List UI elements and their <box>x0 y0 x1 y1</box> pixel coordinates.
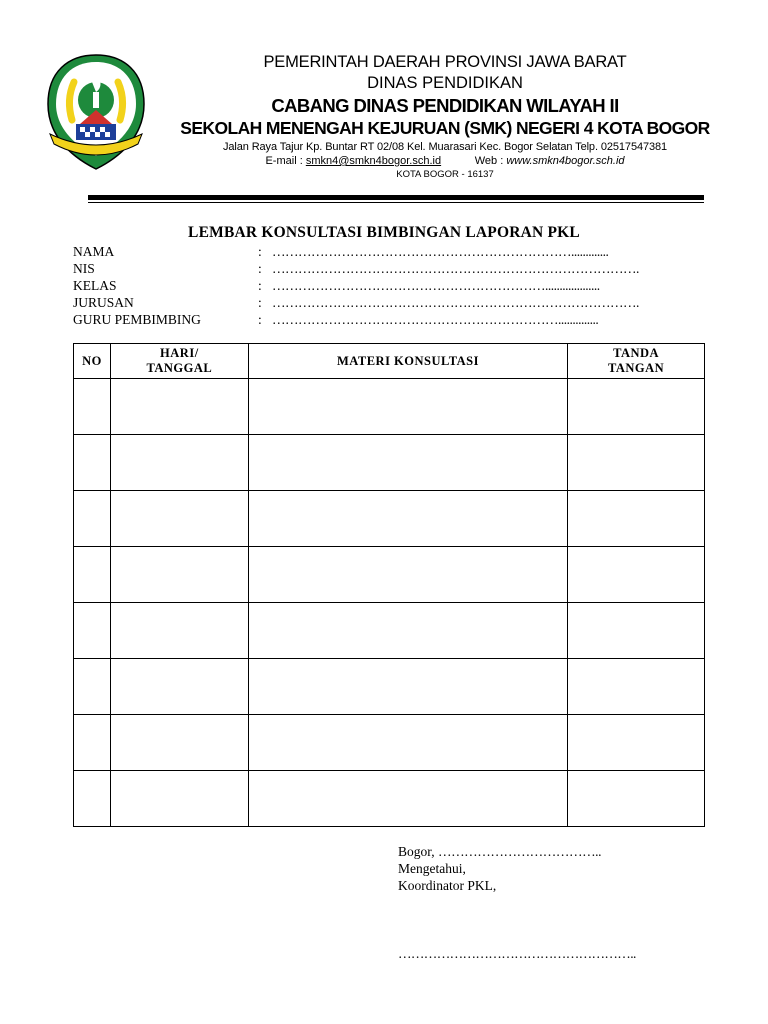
cell-material[interactable] <box>248 379 567 435</box>
field-colon: : <box>258 295 262 310</box>
header-signature-text: TANDA TANGAN <box>607 346 665 375</box>
field-label: NIS <box>73 261 95 276</box>
table-row <box>74 435 705 491</box>
cell-date[interactable] <box>110 547 248 603</box>
cell-no[interactable] <box>74 435 111 491</box>
table-row <box>74 659 705 715</box>
cell-material[interactable] <box>248 659 567 715</box>
cell-no[interactable] <box>74 379 111 435</box>
cell-date[interactable] <box>110 715 248 771</box>
field-label: KELAS <box>73 278 117 293</box>
cell-signature[interactable] <box>568 379 705 435</box>
school-address: Jalan Raya Tajur Kp. Buntar RT 02/08 Kel. Muarasari Kec. Bogor Selatan Telp. 02517547381 <box>222 141 668 153</box>
cell-no[interactable] <box>74 771 111 827</box>
cell-signature[interactable] <box>568 435 705 491</box>
field-colon: : <box>258 261 262 276</box>
field-dots: ……………………………………………………………............. <box>272 244 609 259</box>
field-label: GURU PEMBIMBING <box>73 312 201 327</box>
cell-no[interactable] <box>74 659 111 715</box>
email-label: E-mail : <box>265 155 306 167</box>
school-logo <box>44 52 148 172</box>
cell-no[interactable] <box>74 547 111 603</box>
field-jurusan[interactable] <box>73 294 673 311</box>
consultation-table <box>73 343 705 827</box>
field-dots: ………………………………………………………….............. <box>272 312 599 327</box>
field-kelas[interactable] <box>73 277 673 294</box>
cell-material[interactable] <box>248 491 567 547</box>
cell-signature[interactable] <box>568 715 705 771</box>
acknowledged-label: Mengetahui, <box>398 861 466 876</box>
cell-no[interactable] <box>74 715 111 771</box>
cell-signature[interactable] <box>568 491 705 547</box>
place-date-line <box>398 843 601 860</box>
field-label: JURUSAN <box>73 295 134 310</box>
cell-date[interactable] <box>110 491 248 547</box>
cell-no[interactable] <box>74 603 111 659</box>
cell-signature[interactable] <box>568 659 705 715</box>
cell-date[interactable] <box>110 771 248 827</box>
header-divider-thin <box>88 202 704 203</box>
header-date-text: HARI/ TANGGAL <box>146 346 213 375</box>
contact-line <box>160 154 730 168</box>
field-dots: ………………………………………………………................... <box>272 278 600 293</box>
department-name: DINAS PENDIDIKAN <box>367 74 523 92</box>
cell-material[interactable] <box>248 435 567 491</box>
header-date <box>110 344 248 379</box>
date-dots[interactable]: ……………………………….. <box>437 844 602 859</box>
web-label: Web : <box>474 155 507 167</box>
field-colon: : <box>258 278 262 293</box>
field-colon: : <box>258 244 262 259</box>
cell-date[interactable] <box>110 659 248 715</box>
header-signature <box>568 344 705 379</box>
signature-block <box>398 843 601 894</box>
cell-date[interactable] <box>110 603 248 659</box>
cell-date[interactable] <box>110 379 248 435</box>
cell-date[interactable] <box>110 435 248 491</box>
field-colon: : <box>258 312 262 327</box>
email-link[interactable]: smkn4@smkn4bogor.sch.id <box>305 155 442 167</box>
field-dots: …………………………………………………………………………. <box>272 261 639 276</box>
place-label: Bogor, <box>398 844 435 859</box>
table-row <box>74 603 705 659</box>
cell-material[interactable] <box>248 771 567 827</box>
field-nis[interactable] <box>73 260 673 277</box>
government-name: PEMERINTAH DAERAH PROVINSI JAWA BARAT <box>263 53 627 71</box>
form-title: LEMBAR KONSULTASI BIMBINGAN LAPORAN PKL <box>188 224 580 241</box>
coordinator-role: Koordinator PKL, <box>398 878 497 893</box>
table-row <box>74 379 705 435</box>
identity-fields <box>73 243 673 328</box>
header-no: NO <box>74 344 111 379</box>
field-dots: …………………………………………………………………………. <box>272 295 639 310</box>
cell-signature[interactable] <box>568 547 705 603</box>
cell-signature[interactable] <box>568 603 705 659</box>
city-postal: KOTA BOGOR - 16137 <box>396 169 494 180</box>
cell-no[interactable] <box>74 491 111 547</box>
letterhead <box>160 52 730 181</box>
cell-material[interactable] <box>248 715 567 771</box>
cell-signature[interactable] <box>568 771 705 827</box>
table-body <box>74 379 705 827</box>
header-material: MATERI KONSULTASI <box>248 344 567 379</box>
web-link[interactable]: www.smkn4bogor.sch.id <box>506 155 625 167</box>
header-divider-thick <box>88 195 704 200</box>
field-label: NAMA <box>73 244 115 259</box>
field-guru-pembimbing[interactable] <box>73 311 673 328</box>
table-header-row <box>74 344 705 379</box>
table-row <box>74 771 705 827</box>
branch-name: CABANG DINAS PENDIDIKAN WILAYAH II <box>271 95 619 116</box>
table-row <box>74 491 705 547</box>
table-row <box>74 547 705 603</box>
field-nama[interactable] <box>73 243 673 260</box>
cell-material[interactable] <box>248 547 567 603</box>
cell-material[interactable] <box>248 603 567 659</box>
signature-line[interactable]: ……………………………………………….. <box>398 946 636 961</box>
school-name: SEKOLAH MENENGAH KEJURUAN (SMK) NEGERI 4 KOTA BOGOR <box>180 118 710 138</box>
table-row <box>74 715 705 771</box>
